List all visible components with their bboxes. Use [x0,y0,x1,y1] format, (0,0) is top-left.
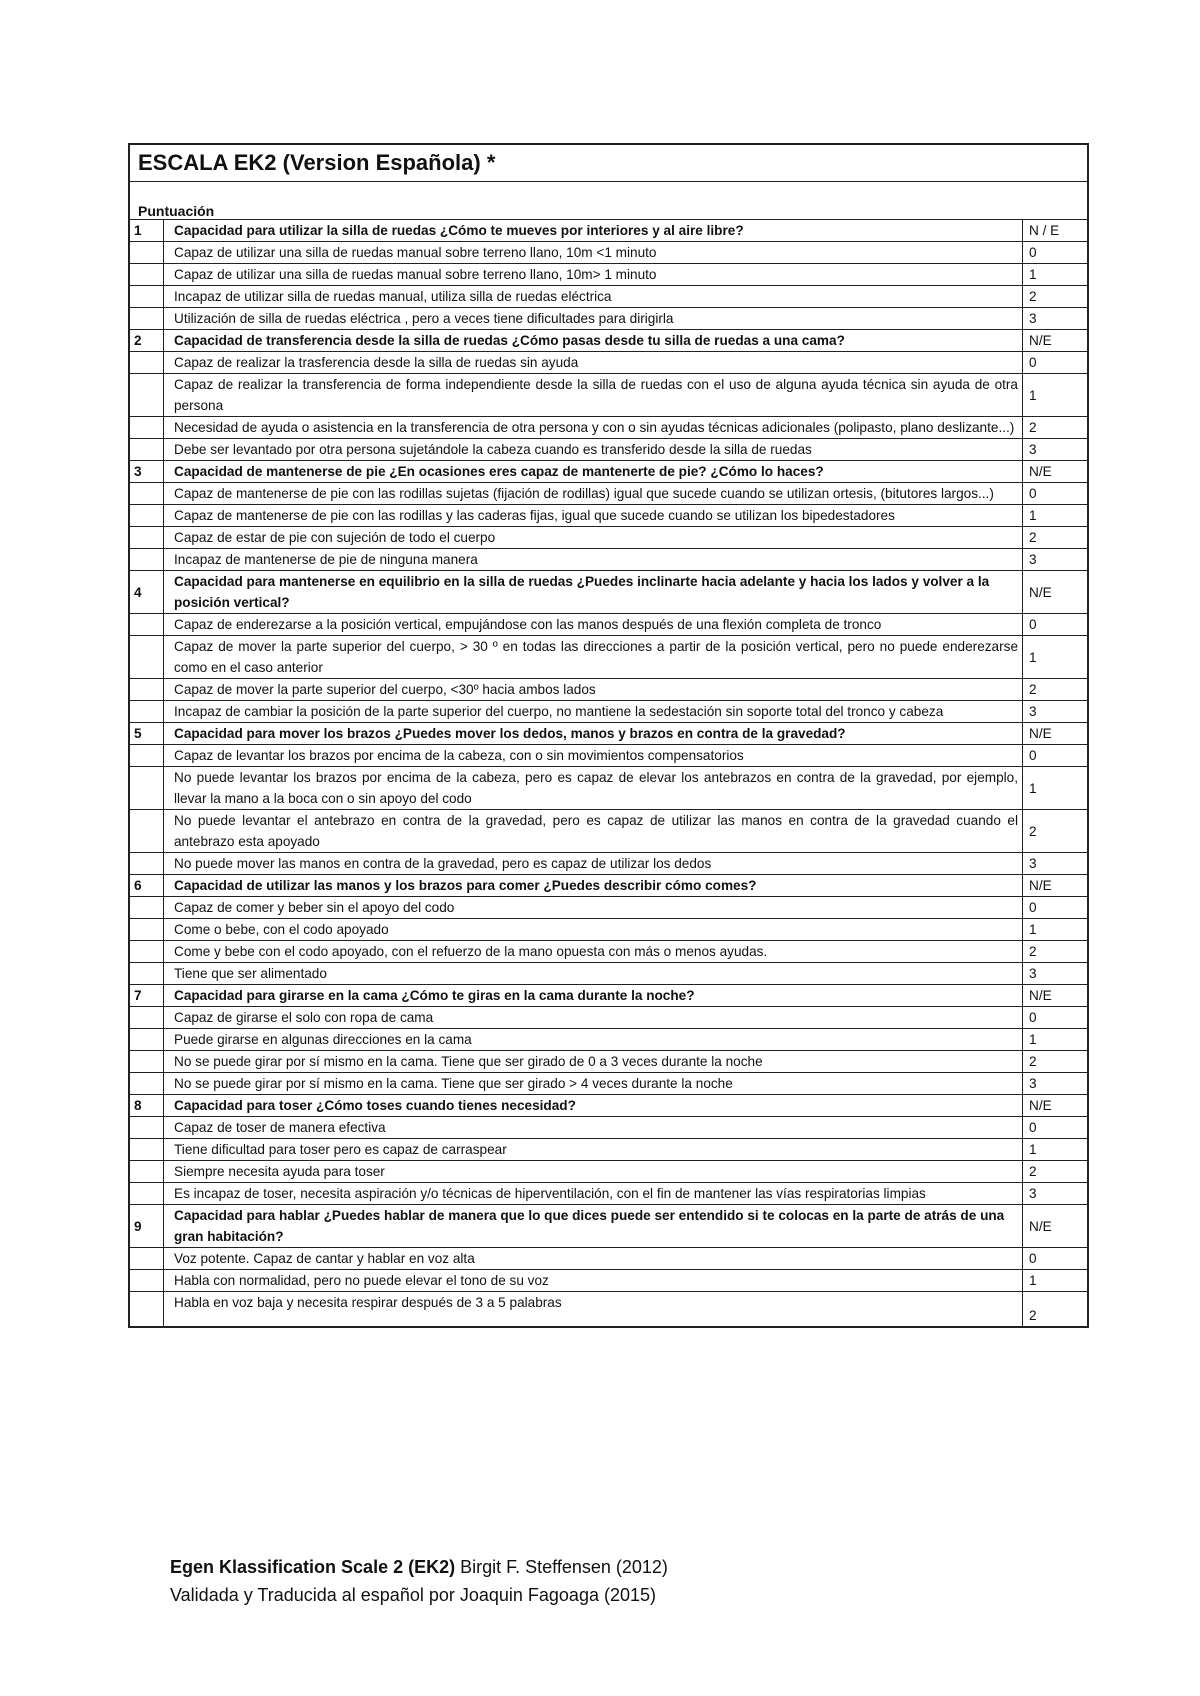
item-score: 2 [1023,1161,1088,1183]
item-row [130,810,1087,853]
section-header-score: N/E [1023,985,1088,1007]
item-description: Necesidad de ayuda o asistencia en la transferencia de otra persona y con o sin ayudas técnicas adicionales (polipasto, plano deslizante...) [164,417,1023,439]
item-score: 3 [1023,963,1088,985]
item-description: Capaz de utilizar una silla de ruedas manual sobre terreno llano, 10m <1 minuto [164,242,1023,264]
section-header-score: N / E [1023,220,1088,242]
item-score: 0 [1023,1007,1088,1029]
item-row [130,374,1087,417]
item-score: 0 [1023,1117,1088,1139]
section-header-score: N/E [1023,1205,1088,1248]
item-score: 0 [1023,242,1088,264]
item-description: Tiene que ser alimentado [164,963,1023,985]
section-header-row [130,220,1087,242]
item-number-cell [130,941,164,963]
item-number-cell [130,745,164,767]
item-description: Capaz de toser de manera efectiva [164,1117,1023,1139]
item-description: Capaz de comer y beber sin el apoyo del codo [164,897,1023,919]
item-row [130,1117,1087,1139]
item-number-cell [130,1007,164,1029]
item-row [130,941,1087,963]
item-score: 2 [1023,679,1088,701]
item-number-cell [130,1183,164,1205]
item-number-cell [130,308,164,330]
item-score: 1 [1023,374,1088,417]
item-score: 2 [1023,286,1088,308]
item-score: 2 [1023,941,1088,963]
section-question: Capacidad de mantenerse de pie ¿En ocasiones eres capaz de mantenerte de pie? ¿Cómo lo haces? [164,461,1023,483]
item-score: 3 [1023,853,1088,875]
item-number-cell [130,614,164,636]
item-description: Capaz de estar de pie con sujeción de todo el cuerpo [164,527,1023,549]
item-number-cell [130,527,164,549]
item-score: 1 [1023,505,1088,527]
section-question: Capacidad de utilizar las manos y los brazos para comer ¿Puedes describir cómo comes? [164,875,1023,897]
item-row [130,505,1087,527]
item-number-cell [130,963,164,985]
section-number: 2 [130,330,164,352]
item-number-cell [130,264,164,286]
puntuacion-label: Puntuación [130,182,1087,220]
item-score: 1 [1023,919,1088,941]
item-description: Capaz de mantenerse de pie con las rodillas y las caderas fijas, igual que sucede cuando se utilizan los bipedestadores [164,505,1023,527]
item-description: Capaz de mover la parte superior del cuerpo, > 30 º en todas las direcciones a partir de la posición vertical, pero no puede enderezarse como en el caso anterior [164,636,1023,679]
item-description: Voz potente. Capaz de cantar y hablar en voz alta [164,1248,1023,1270]
section-question: Capacidad de transferencia desde la silla de ruedas ¿Cómo pasas desde tu silla de ruedas a una cama? [164,330,1023,352]
section-question: Capacidad para mantenerse en equilibrio en la silla de ruedas ¿Puedes inclinarte hacia adelante y hacia los lados y volver a la posición vertical? [164,571,1023,614]
item-score: 3 [1023,1073,1088,1095]
item-row [130,1051,1087,1073]
item-number-cell [130,636,164,679]
item-number-cell [130,1139,164,1161]
item-number-cell [130,897,164,919]
item-score: 3 [1023,701,1088,723]
item-description: Incapaz de cambiar la posición de la parte superior del cuerpo, no mantiene la sedestación sin soporte total del tronco y cabeza [164,701,1023,723]
item-row [130,1183,1087,1205]
item-description: Capaz de girarse el solo con ropa de cama [164,1007,1023,1029]
section-number: 7 [130,985,164,1007]
item-row [130,679,1087,701]
item-score: 3 [1023,439,1088,461]
item-description: No se puede girar por sí mismo en la cama. Tiene que ser girado de 0 a 3 veces durante la noche [164,1051,1023,1073]
item-row [130,897,1087,919]
item-number-cell [130,1161,164,1183]
item-description: Capaz de mover la parte superior del cuerpo, <30º hacia ambos lados [164,679,1023,701]
item-row [130,1270,1087,1292]
section-header-row [130,461,1087,483]
item-number-cell [130,1248,164,1270]
item-row [130,1139,1087,1161]
section-header-score: N/E [1023,571,1088,614]
footer-author: Birgit F. Steffensen (2012) [460,1557,668,1577]
item-row [130,614,1087,636]
item-number-cell [130,701,164,723]
item-number-cell [130,679,164,701]
item-number-cell [130,374,164,417]
section-question: Capacidad para toser ¿Cómo toses cuando tienes necesidad? [164,1095,1023,1117]
item-score: 0 [1023,897,1088,919]
section-header-score: N/E [1023,723,1088,745]
section-header-row [130,723,1087,745]
item-description: Capaz de mantenerse de pie con las rodillas sujetas (fijación de rodillas) igual que sucede cuando se utilizan ortesis, (bitutores largos...) [164,483,1023,505]
footer-line-1 [170,1553,668,1581]
item-row [130,853,1087,875]
item-row [130,1007,1087,1029]
item-number-cell [130,352,164,374]
item-row [130,308,1087,330]
item-description: Capaz de realizar la trasferencia desde la silla de ruedas sin ayuda [164,352,1023,374]
item-row [130,1161,1087,1183]
item-number-cell [130,1051,164,1073]
section-header-score: N/E [1023,875,1088,897]
item-description: Capaz de utilizar una silla de ruedas manual sobre terreno llano, 10m> 1 minuto [164,264,1023,286]
item-number-cell [130,1029,164,1051]
item-row [130,919,1087,941]
item-number-cell [130,767,164,810]
item-score: 2 [1023,1051,1088,1073]
section-question: Capacidad para utilizar la silla de ruedas ¿Cómo te mueves por interiores y al aire libre? [164,220,1023,242]
item-row [130,417,1087,439]
section-number: 9 [130,1205,164,1248]
item-description: Es incapaz de toser, necesita aspiración y/o técnicas de hiperventilación, con el fin de mantener las vías respiratorias limpias [164,1183,1023,1205]
item-description: Capaz de levantar los brazos por encima de la cabeza, con o sin movimientos compensatorios [164,745,1023,767]
footer-line-2: Validada y Traducida al español por Joaquin Fagoaga (2015) [170,1585,656,1605]
item-number-cell [130,439,164,461]
item-score: 3 [1023,549,1088,571]
section-question: Capacidad para mover los brazos ¿Puedes mover los dedos, manos y brazos en contra de la gravedad? [164,723,1023,745]
item-score: 0 [1023,745,1088,767]
item-row [130,483,1087,505]
section-number: 1 [130,220,164,242]
item-row [130,1073,1087,1095]
item-description: Habla con normalidad, pero no puede elevar el tono de su voz [164,1270,1023,1292]
item-description: Habla en voz baja y necesita respirar después de 3 a 5 palabras [164,1292,1023,1327]
item-score: 1 [1023,1029,1088,1051]
section-header-row [130,985,1087,1007]
section-number: 3 [130,461,164,483]
section-header-row [130,1095,1087,1117]
item-score: 1 [1023,1270,1088,1292]
item-number-cell [130,505,164,527]
section-header-row [130,875,1087,897]
item-score: 2 [1023,527,1088,549]
item-row [130,745,1087,767]
item-score: 0 [1023,352,1088,374]
item-description: Tiene dificultad para toser pero es capaz de carraspear [164,1139,1023,1161]
item-description: Capaz de realizar la transferencia de forma independiente desde la silla de ruedas con el uso de alguna ayuda técnica sin ayuda de otra persona [164,374,1023,417]
item-description: Siempre necesita ayuda para toser [164,1161,1023,1183]
section-number: 8 [130,1095,164,1117]
item-description: Capaz de enderezarse a la posición vertical, empujándose con las manos después de una flexión completa de tronco [164,614,1023,636]
item-row [130,701,1087,723]
item-description: No puede levantar los brazos por encima de la cabeza, pero es capaz de elevar los antebrazos en contra de la gravedad, por ejemplo, llevar la mano a la boca con o sin apoyo del codo [164,767,1023,810]
item-row [130,1292,1087,1327]
item-description: No puede mover las manos en contra de la gravedad, pero es capaz de utilizar los dedos [164,853,1023,875]
section-header-row [130,330,1087,352]
section-number: 6 [130,875,164,897]
item-row [130,767,1087,810]
section-header-row [130,1205,1087,1248]
item-row [130,286,1087,308]
item-description: Come o bebe, con el codo apoyado [164,919,1023,941]
item-score: 2 [1023,810,1088,853]
item-row [130,1029,1087,1051]
item-row [130,242,1087,264]
section-question: Capacidad para girarse en la cama ¿Cómo te giras en la cama durante la noche? [164,985,1023,1007]
item-score: 1 [1023,264,1088,286]
item-number-cell [130,810,164,853]
section-header-score: N/E [1023,461,1088,483]
item-number-cell [130,286,164,308]
item-number-cell [130,483,164,505]
section-number: 4 [130,571,164,614]
item-number-cell [130,417,164,439]
item-number-cell [130,1073,164,1095]
section-header-score: N/E [1023,330,1088,352]
item-number-cell [130,919,164,941]
item-description: Incapaz de mantenerse de pie de ninguna manera [164,549,1023,571]
item-description: Come y bebe con el codo apoyado, con el refuerzo de la mano opuesta con más o menos ayudas. [164,941,1023,963]
item-row [130,963,1087,985]
item-score: 3 [1023,308,1088,330]
item-number-cell [130,1117,164,1139]
item-description: No puede levantar el antebrazo en contra de la gravedad, pero es capaz de utilizar las manos en contra de la gravedad cuando el antebrazo esta apoyado [164,810,1023,853]
section-number: 5 [130,723,164,745]
item-score: 0 [1023,1248,1088,1270]
scale-table-frame [128,143,1089,1328]
section-header-score: N/E [1023,1095,1088,1117]
item-number-cell [130,1270,164,1292]
item-row [130,636,1087,679]
item-row [130,352,1087,374]
item-number-cell [130,1292,164,1327]
item-row [130,439,1087,461]
item-description: Debe ser levantado por otra persona sujetándole la cabeza cuando es transferido desde la silla de ruedas [164,439,1023,461]
item-number-cell [130,549,164,571]
item-score: 2 [1023,1292,1088,1327]
item-score: 3 [1023,1183,1088,1205]
item-description: Puede girarse en algunas direcciones en la cama [164,1029,1023,1051]
item-row [130,527,1087,549]
section-header-row [130,571,1087,614]
footer-scale-name: Egen Klassification Scale 2 (EK2) [170,1557,456,1577]
document-title: ESCALA EK2 (Version Española) * [130,145,1087,182]
item-score: 1 [1023,1139,1088,1161]
item-score: 0 [1023,614,1088,636]
item-score: 1 [1023,636,1088,679]
item-description: Utilización de silla de ruedas eléctrica , pero a veces tiene dificultades para dirigirla [164,308,1023,330]
item-number-cell [130,242,164,264]
item-score: 1 [1023,767,1088,810]
footer [170,1553,668,1609]
item-number-cell [130,853,164,875]
item-score: 0 [1023,483,1088,505]
item-description: No se puede girar por sí mismo en la cama. Tiene que ser girado > 4 veces durante la noche [164,1073,1023,1095]
item-row [130,1248,1087,1270]
item-score: 2 [1023,417,1088,439]
item-row [130,264,1087,286]
scale-table [130,220,1087,1326]
item-description: Incapaz de utilizar silla de ruedas manual, utiliza silla de ruedas eléctrica [164,286,1023,308]
section-question: Capacidad para hablar ¿Puedes hablar de manera que lo que dices puede ser entendido si te colocas en la parte de atrás de una gran habitación? [164,1205,1023,1248]
item-row [130,549,1087,571]
